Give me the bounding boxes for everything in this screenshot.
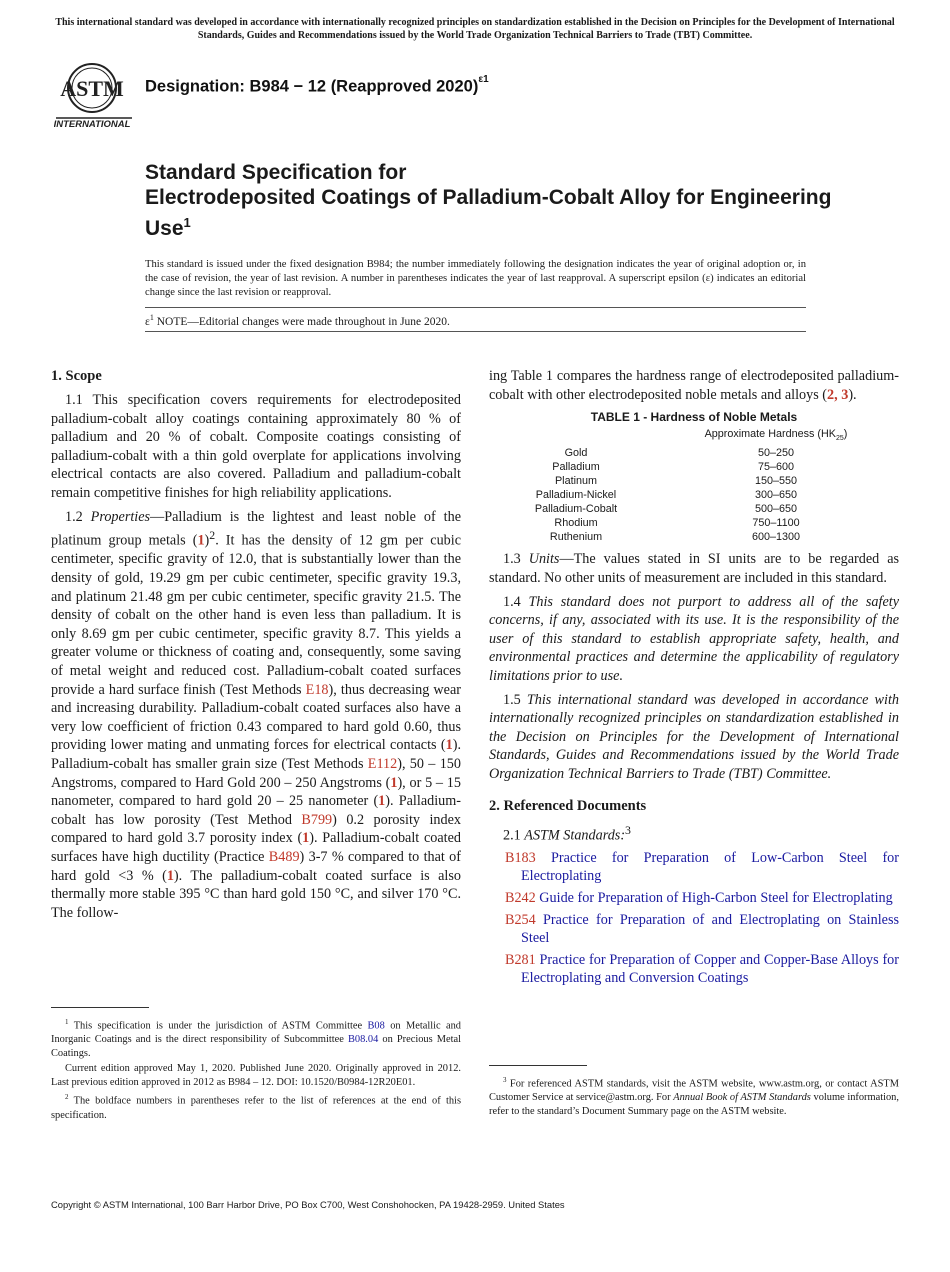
standard-link-e18[interactable]: E18: [305, 681, 329, 698]
document-title: [145, 160, 845, 241]
section-1-2-continued: ing Table 1 compares the hardness range of electrodeposited palladium-cobalt with other electrodeposited noble metals and alloys (2, 3).: [489, 368, 899, 403]
designation-text: Designation: B984 − 12 (Reapproved 2020): [145, 77, 479, 96]
table-row: Gold 50–250: [564, 447, 795, 460]
referenced-standard[interactable]: B281 Practice for Preparation of Copper and Copper-Base Alloys for Electroplating and Conversion Coatings: [505, 951, 899, 987]
editorial-note: $\varepsilon^1$ NOTE—Editorial changes were made throughout in June 2020.: [145, 313, 450, 328]
reference-link[interactable]: 1: [390, 774, 398, 791]
logo-text: ASTM: [60, 76, 124, 101]
section-1-2: 1.2 Properties—Palladium is the lightest and least noble of the platinum group metals $(1)^2$. It has the density of 12 gm per cubic centimeter, specific gravity of 12.0, that is substantially lower than the density of gold, 19.29 gm per cubic centimeter, specific gravity 19.3, and platinum 21.48 gm per cubic centimeter, specific gravity 21.5. The density of cobalt on the other hand is even less than palladium. It is only 8.69 gm per cubic centimeter, specific gravity 8.7. This yields a greater volume or thickness of coating and, consequently, some saving of metal weight and reduced cost. Palladium-cobalt coated surfaces provide a hard surface finish (Test Methods E18), thus decreasing wear and increasing durability. Palladium-cobalt coated surfaces also have a very low coefficient of friction 0.43 compared to hard gold 0.60, thus providing lower mating and unmating forces for electrical contacts (1). Palladium-cobalt has smaller grain size (Test Methods E112), 50 – 150 Angstroms, compared to Hard Gold 200 – 250 Angstroms (1), or 5 – 15 nanometer, compared to hard gold 20 – 25 nanometer (1). Palladium-cobalt has low porosity (Test Method B799) 0.2 porosity index compared to hard gold 3.7 porosity index (1). Palladium-cobalt coated surfaces have high ductility (Practice B489) 3-7 % compared to that of hard gold <3 % (1). The palladium-cobalt coated surface is also thermally more stable 395 °C than hard gold 150 °C, and silver 170 °C. The follow-: [51, 508, 461, 921]
table-row: Platinum 150–550: [554, 475, 798, 488]
table-row: Palladium 75–600: [552, 461, 795, 474]
footnote-2: $^2$ The boldface numbers in parentheses refer to the list of references at the end of this specification.: [51, 1093, 461, 1121]
top-notice: This international standard was developed in accordance with internationally recognized principles on standardization established in the Decision on Principles for the Development of International Standards, Guides and Recommendations issued by the World Trade Organization Technical Barriers to Trade (TBT) Committee.: [55, 17, 895, 41]
hardness-table: [489, 409, 899, 544]
table-column-header: Approximate Hardness $(HK_{25})$: [704, 428, 848, 443]
table-row: Palladium-Nickel 300–650: [535, 489, 798, 502]
reference-link[interactable]: 1: [378, 793, 386, 810]
reference-link[interactable]: 1: [197, 532, 205, 549]
divider: [145, 307, 806, 308]
table-title: TABLE 1 - Hardness of Noble Metals: [590, 410, 798, 425]
table-row: Ruthenium 600–1300: [549, 531, 801, 544]
footnote-divider: [51, 1007, 149, 1008]
title-footnote-mark: 1: [183, 215, 191, 230]
standard-link-e112[interactable]: E112: [367, 756, 398, 773]
right-column: [489, 367, 899, 991]
astm-logo: [54, 56, 134, 132]
footnotes-right: [489, 1074, 899, 1120]
designation: [145, 74, 489, 97]
table-row: Palladium-Cobalt 500–650: [534, 503, 798, 516]
referenced-standard[interactable]: B183 Practice for Preparation of Low-Carbon Steel for Electroplating: [505, 849, 899, 885]
section-2-heading: 2. Referenced Documents: [489, 798, 647, 815]
footnote-divider: [489, 1065, 587, 1066]
left-column: [51, 367, 461, 927]
footnote-3: $^3$ For referenced ASTM standards, visit the ASTM website, www.astm.org, or contact ASTM Customer Service at service@astm.org. For Annual Book of ASTM Standards volume information, refer to the standard’s Document Summary page on the ASTM website.: [489, 1076, 899, 1117]
divider: [145, 331, 806, 332]
logo-subtext: INTERNATIONAL: [54, 119, 131, 130]
section-1-1: 1.1 This specification covers requirements for electrodeposited palladium-cobalt alloy coatings containing approximately 80 % of palladium and 20 % of cobalt. Composite coatings consisting of palladium-cobalt with a thin gold overplate for applications involving electrical contacts are also covered. Palladium and palladium-cobalt remain competitive finishes for high reliability applications.: [51, 392, 461, 501]
edition-note: Current edition approved May 1, 2020. Published June 2020. Originally approved in 2012. Last previous edition approved in 2012 as B984 – 12. DOI: 10.1520/B0984-12R20E01.: [51, 1063, 461, 1088]
reference-link[interactable]: 1: [302, 830, 310, 847]
footnotes-left: [51, 1016, 461, 1124]
issuance-statement: This standard is issued under the fixed designation B984; the number immediately following the designation indicates the year of original adoption or, in the case of revision, the year of last revision. A number in parentheses indicates the year of last reapproval. A superscript epsilon (ε) indicates an editorial change since the last revision or reapproval.: [145, 259, 806, 298]
reference-link[interactable]: 2: [827, 386, 835, 403]
footnote-1: $^1$ This specification is under the jurisdiction of ASTM Committee B08 on Metallic and Inorganic Coatings and is the direct responsibility of Subcommittee B08.04 on Precious Metal Coatings.: [51, 1018, 461, 1059]
section-1-3: 1.3 Units—The values stated in SI units are to be regarded as standard. No other units of measurement are included in this standard.: [489, 551, 900, 586]
section-1-5: 1.5 This international standard was developed in accordance with internationally recognized principles on standardization established in the Decision on Principles for the Development of International Standards, Guides and Recommendations issued by the World Trade Organization Technical Barriers to Trade (TBT) Committee.: [489, 691, 899, 782]
designation-epsilon: ε1: [478, 74, 489, 85]
referenced-standard[interactable]: B242 Guide for Preparation of High-Carbon Steel for Electroplating: [505, 889, 893, 906]
reference-link[interactable]: 3: [841, 386, 849, 403]
reference-link[interactable]: 1: [166, 867, 174, 884]
copyright-footer: Copyright © ASTM International, 100 Barr Harbor Drive, PO Box C700, West Conshohocken, PA 19428-2959. United States: [51, 1199, 565, 1210]
section-2-1: 2.1 ASTM Standards:$^3$: [503, 823, 631, 845]
subcommittee-link-b08-04[interactable]: B08.04: [347, 1034, 379, 1046]
table-row: Rhodium 750–1100: [554, 517, 800, 530]
title-line-2: Electrodeposited Coatings of Palladium-Cobalt Alloy for Engineering Use: [145, 186, 832, 240]
title-line-1: Standard Specification for: [145, 161, 407, 184]
standard-link-b799[interactable]: B799: [301, 811, 333, 828]
referenced-standard[interactable]: B254 Practice for Preparation of and Electroplating on Stainless Steel: [505, 911, 899, 947]
committee-link-b08[interactable]: B08: [367, 1020, 385, 1032]
section-1-heading: 1. Scope: [51, 368, 102, 384]
standard-link-b489[interactable]: B489: [268, 848, 300, 865]
reference-link[interactable]: 1: [445, 737, 453, 754]
section-1-4: 1.4 This standard does not purport to address all of the safety concerns, if any, associated with its use. It is the responsibility of the user of this standard to establish appropriate safety, health, and environmental practices and determine the applicability of regulatory limitations prior to use.: [489, 593, 899, 684]
table-header-row: [501, 427, 861, 446]
